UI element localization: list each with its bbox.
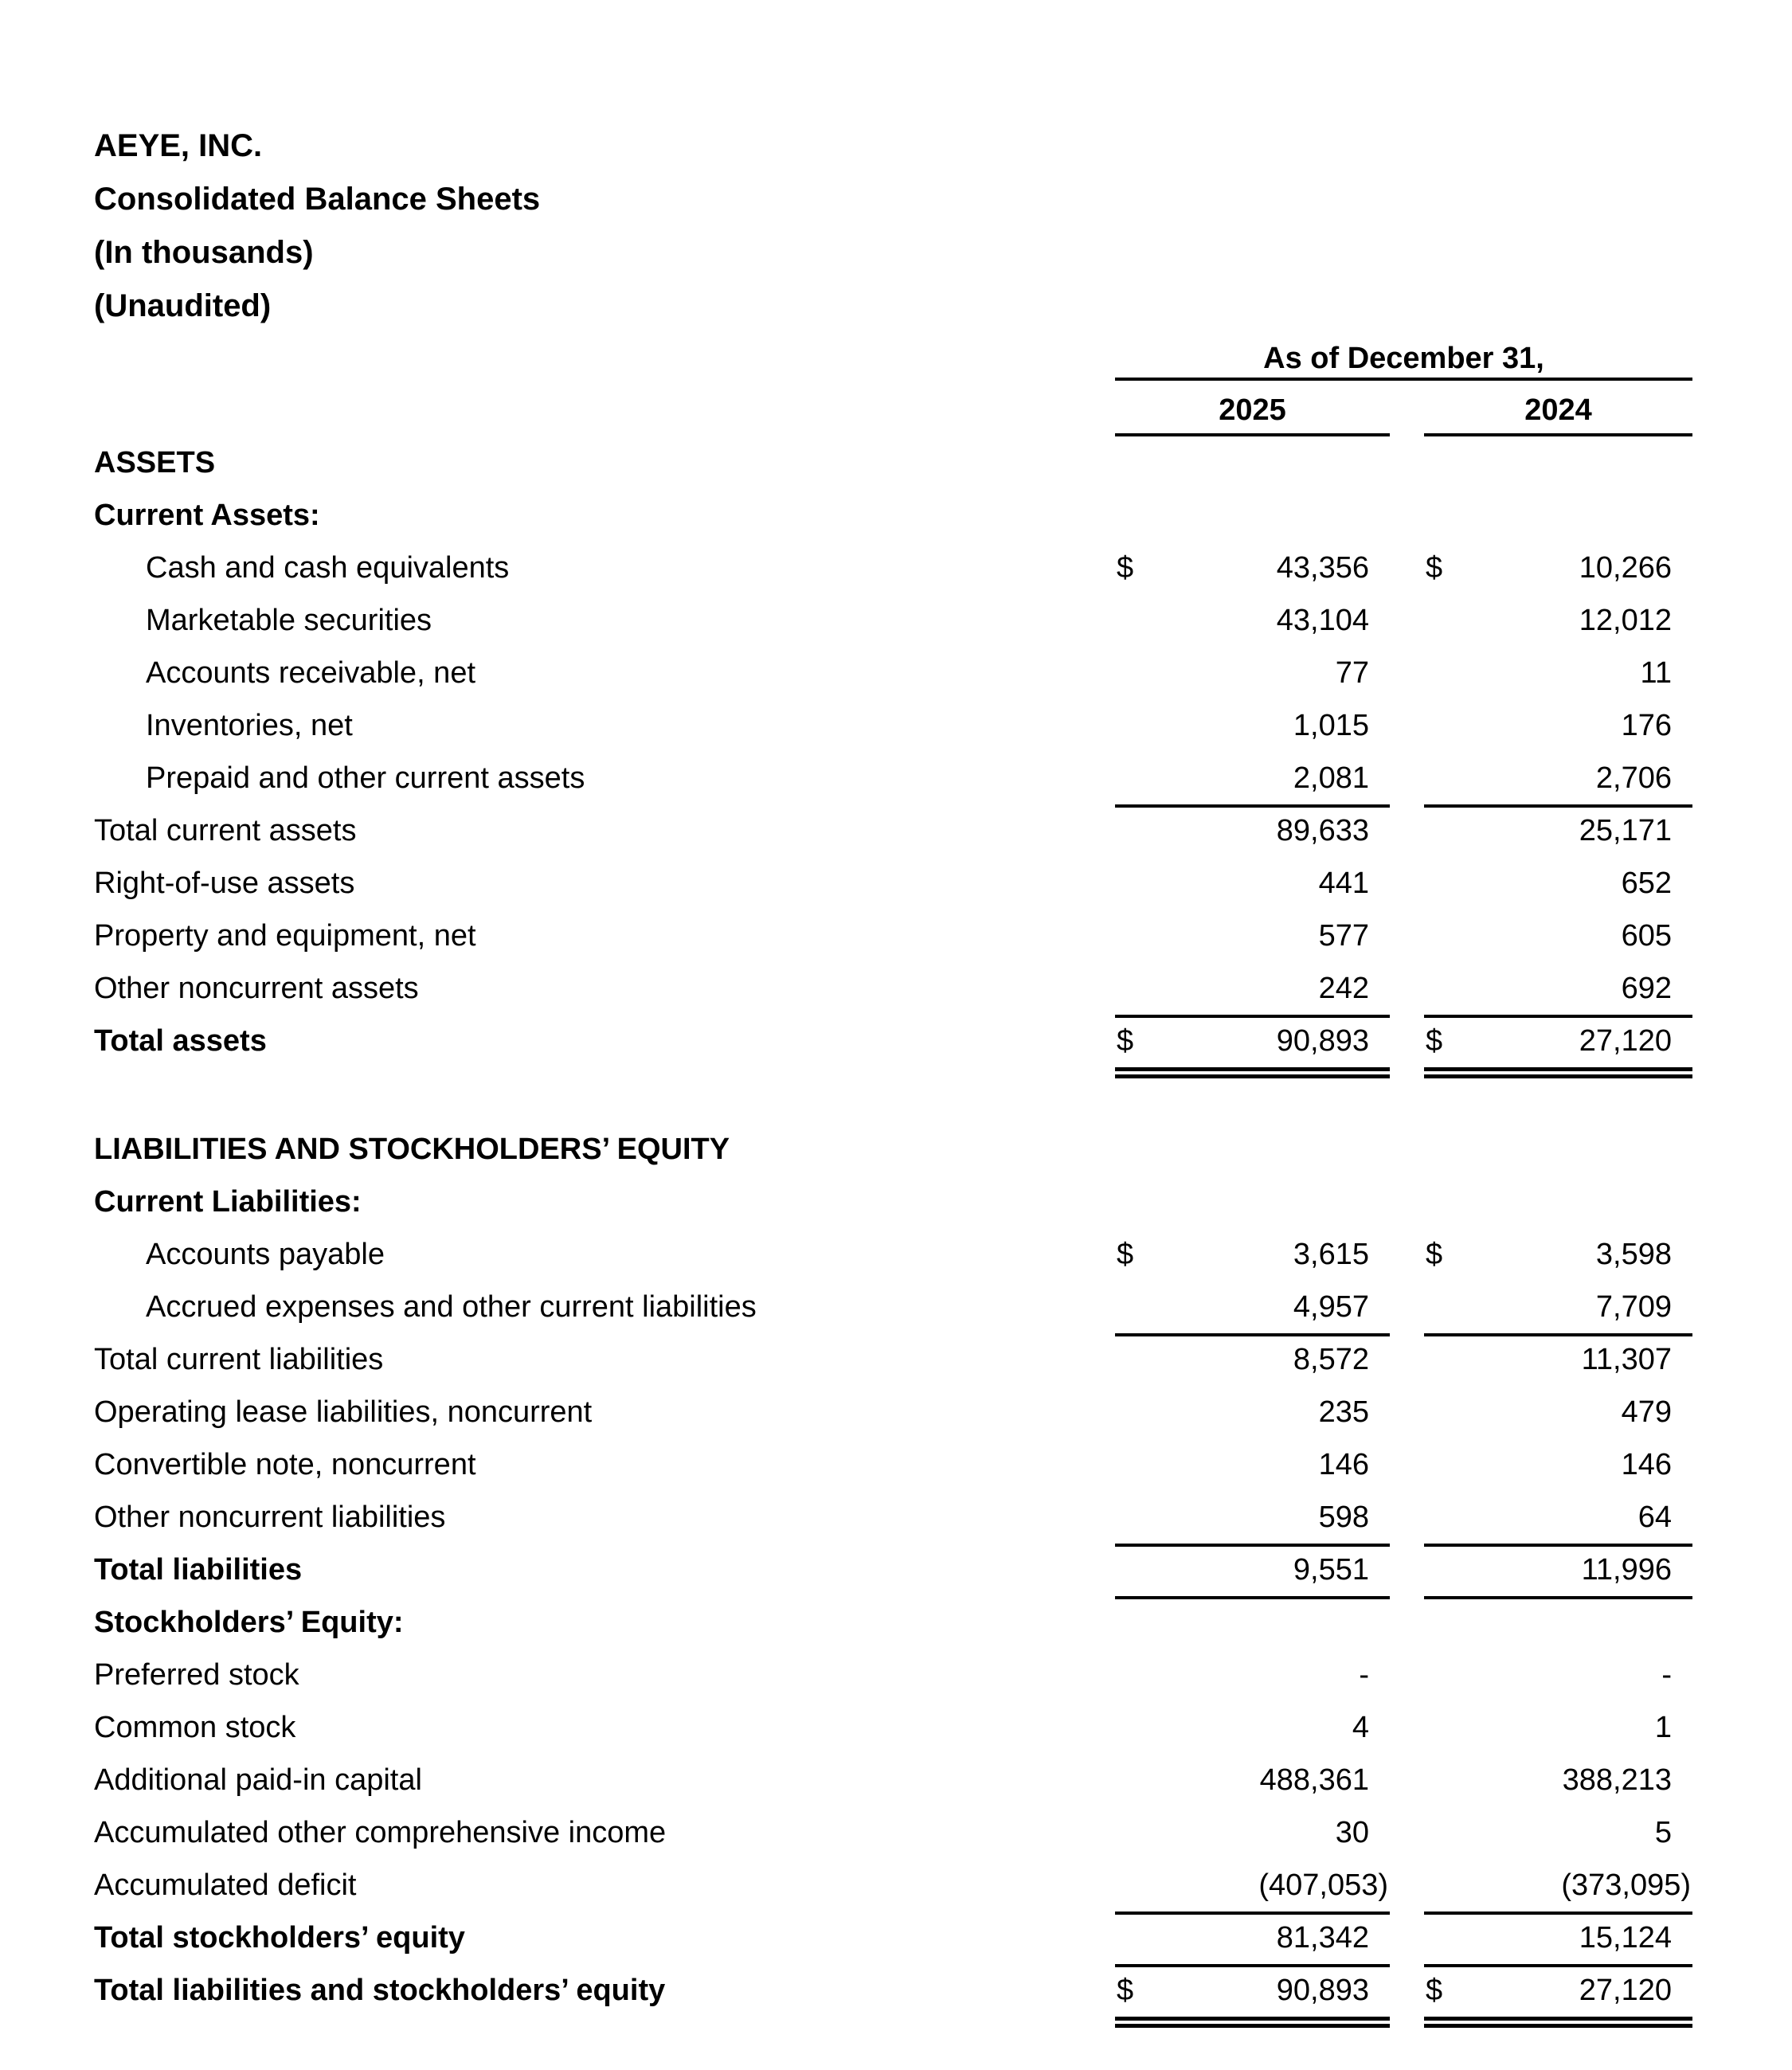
value-2024-cell [1424,1912,1692,1967]
table-row [94,962,1692,1015]
value-2024-cell [1424,542,1692,594]
dollar-sign: $ [1426,1974,1443,2007]
value-2025-cell [1115,1544,1390,1599]
table-row [94,594,1692,647]
value-2025: 8,572 [1293,1343,1369,1376]
balance-sheet-rows [94,436,1692,2017]
value-2024: 64 [1637,1501,1672,1534]
value-2024: 15,124 [1579,1921,1672,1955]
row-label: Total current liabilities [94,1343,384,1376]
value-2024-cell [1424,647,1692,699]
value-2025: 146 [1318,1448,1369,1481]
dollar-sign: $ [1426,1238,1443,1271]
value-2025: 77 [1335,656,1369,690]
value-2024-cell [1424,1754,1692,1806]
table-row [94,1491,1692,1544]
table-row [94,1386,1692,1438]
table-row [94,1123,1692,1176]
value-2024-cell [1424,857,1692,910]
table-row [94,1438,1692,1491]
table-row [94,647,1692,699]
dollar-sign: $ [1426,551,1443,585]
value-2025-cell [1115,910,1390,962]
value-2024-cell [1424,1964,1692,2028]
table-row [94,1701,1692,1754]
year-header-2025: 2025 [1115,387,1390,436]
value-2025-cell [1115,542,1390,594]
value-2025-cell [1115,857,1390,910]
row-label: Prepaid and other current assets [146,761,585,795]
value-2024: 2,706 [1595,761,1672,795]
table-row [94,1333,1692,1386]
dollar-sign: $ [1426,1024,1443,1058]
table-row [94,1649,1692,1701]
table-row [94,1754,1692,1806]
value-2024: 388,213 [1562,1763,1672,1797]
value-2024-cell [1424,1491,1692,1547]
title-block [94,119,1692,333]
value-2025: 2,081 [1293,761,1369,795]
table-row [94,752,1692,804]
table-row [94,489,1692,542]
value-2024-cell [1424,1015,1692,1078]
table-row [94,1596,1692,1649]
table-row [94,1806,1692,1859]
table-row [94,804,1692,857]
value-2024-cell [1424,752,1692,808]
value-2024: 1 [1654,1711,1672,1744]
value-2025-cell [1115,594,1390,647]
value-2025: 598 [1318,1501,1369,1534]
row-label: Right-of-use assets [94,867,355,900]
value-2025: 577 [1318,919,1369,953]
value-2025-cell [1115,699,1390,752]
value-2025: 235 [1318,1395,1369,1429]
value-2024: 146 [1621,1448,1672,1481]
row-label: Accounts payable [146,1238,385,1271]
row-label: Total current assets [94,814,357,847]
value-2025: 30 [1335,1816,1369,1849]
value-2024: 10,266 [1579,551,1672,585]
table-row [94,1544,1692,1596]
value-2025-cell [1115,1912,1390,1967]
table-row [94,1859,1692,1912]
table-row [94,699,1692,752]
row-label: ASSETS [94,446,216,479]
table-row [94,1912,1692,1964]
value-2025-cell [1115,1015,1390,1078]
dollar-sign: $ [1117,551,1134,585]
row-label: Cash and cash equivalents [146,551,510,585]
value-2025-cell [1115,804,1390,857]
value-2025-cell [1115,962,1390,1018]
value-2025: 242 [1318,972,1369,1005]
value-2024-cell [1424,910,1692,962]
value-2024-cell [1424,1701,1692,1754]
value-2025: 4 [1352,1711,1369,1744]
table-row [94,1015,1692,1067]
value-2024: 652 [1621,867,1672,900]
value-2025: 43,356 [1276,551,1369,585]
value-2024-cell [1424,594,1692,647]
audit-status-note: (Unaudited) [94,288,272,323]
row-label: Total assets [94,1024,267,1058]
column-group-header-row [94,339,1692,381]
value-2025-cell [1115,1333,1390,1386]
table-row [94,1964,1692,2017]
value-2024: - [1661,1658,1672,1692]
value-2025: 3,615 [1293,1238,1369,1271]
value-2024: 25,171 [1579,814,1672,847]
value-2024: 11,307 [1581,1343,1672,1376]
value-2025-cell [1115,1228,1390,1281]
value-2025-cell [1115,1491,1390,1547]
value-2025-cell [1115,1438,1390,1491]
value-2024-cell [1424,1649,1692,1701]
value-2025-cell [1115,752,1390,808]
table-row [94,1228,1692,1281]
value-2024-cell [1424,1859,1692,1915]
column-group-header: As of December 31, [1115,339,1692,381]
value-2025: 1,015 [1293,709,1369,742]
row-label: Accumulated other comprehensive income [94,1816,667,1849]
year-header-row [94,387,1692,436]
row-label: Total liabilities [94,1553,303,1587]
company-name: AEYE, INC. [94,128,263,163]
row-label: Inventories, net [146,709,353,742]
table-row [94,910,1692,962]
row-label: Stockholders’ Equity: [94,1606,404,1639]
row-label: Accumulated deficit [94,1868,357,1902]
row-label: Current Assets: [94,499,320,532]
dollar-sign: $ [1117,1238,1134,1271]
value-2025-cell [1115,1806,1390,1859]
value-2025: 90,893 [1276,1024,1369,1058]
value-2024-cell [1424,804,1692,857]
table-row [94,542,1692,594]
value-2025-cell [1115,1964,1390,2028]
value-2025-cell [1115,1754,1390,1806]
value-2024: 7,709 [1595,1290,1672,1324]
value-2024-cell [1424,1281,1692,1336]
row-label: Current Liabilities: [94,1185,362,1219]
dollar-sign: $ [1117,1974,1134,2007]
table-row [94,857,1692,910]
row-label: Common stock [94,1711,296,1744]
value-2024-cell [1424,962,1692,1018]
value-2025: 89,633 [1276,814,1369,847]
row-label: Marketable securities [146,604,432,637]
value-2024: 27,120 [1579,1974,1672,2007]
value-2025-cell [1115,1386,1390,1438]
value-2024-cell [1424,1386,1692,1438]
value-2025: 4,957 [1293,1290,1369,1324]
dollar-sign: $ [1117,1024,1134,1058]
table-row [94,1281,1692,1333]
value-2025: 81,342 [1276,1921,1369,1955]
row-label: Total liabilities and stockholders’ equity [94,1974,666,2007]
value-2025: 488,361 [1259,1763,1369,1797]
value-2024: 11 [1640,656,1672,690]
row-label: Additional paid-in capital [94,1763,422,1797]
value-2025: (407,053) [1258,1868,1388,1902]
value-2024-cell [1424,1544,1692,1599]
value-2024: 605 [1621,919,1672,953]
value-2024-cell [1424,1806,1692,1859]
value-2024: 12,012 [1579,604,1672,637]
row-label: Accrued expenses and other current liabilities [146,1290,757,1324]
value-2025: 43,104 [1276,604,1369,637]
row-label: Property and equipment, net [94,919,476,953]
row-label: LIABILITIES AND STOCKHOLDERS’ EQUITY [94,1133,730,1166]
value-2025: - [1359,1658,1369,1692]
value-2025-cell [1115,1649,1390,1701]
year-header-2024: 2024 [1424,387,1692,436]
value-2024: 692 [1621,972,1672,1005]
row-label: Other noncurrent assets [94,972,419,1005]
row-label: Convertible note, noncurrent [94,1448,476,1481]
value-2024-cell [1424,1333,1692,1386]
value-2025: 441 [1318,867,1369,900]
value-2024: 5 [1654,1816,1672,1849]
value-2025-cell [1115,1701,1390,1754]
statement-title: Consolidated Balance Sheets [94,182,541,217]
value-2025-cell [1115,1859,1390,1915]
row-label: Total stockholders’ equity [94,1921,465,1955]
row-label: Accounts receivable, net [146,656,476,690]
units-note: (In thousands) [94,235,314,270]
value-2024: 3,598 [1595,1238,1672,1271]
row-label: Preferred stock [94,1658,299,1692]
table-row [94,1176,1692,1228]
value-2024: 27,120 [1579,1024,1672,1058]
value-2024-cell [1424,1438,1692,1491]
row-label: Other noncurrent liabilities [94,1501,446,1534]
value-2025: 9,551 [1293,1553,1369,1587]
row-label: Operating lease liabilities, noncurrent [94,1395,593,1429]
value-2025: 90,893 [1276,1974,1369,2007]
value-2024-cell [1424,1228,1692,1281]
table-row [94,436,1692,489]
value-2024: 11,996 [1581,1553,1672,1587]
value-2024: 176 [1621,709,1672,742]
value-2024: 479 [1621,1395,1672,1429]
value-2024-cell [1424,699,1692,752]
value-2025-cell [1115,647,1390,699]
value-2024: (373,095) [1561,1868,1691,1902]
value-2025-cell [1115,1281,1390,1336]
